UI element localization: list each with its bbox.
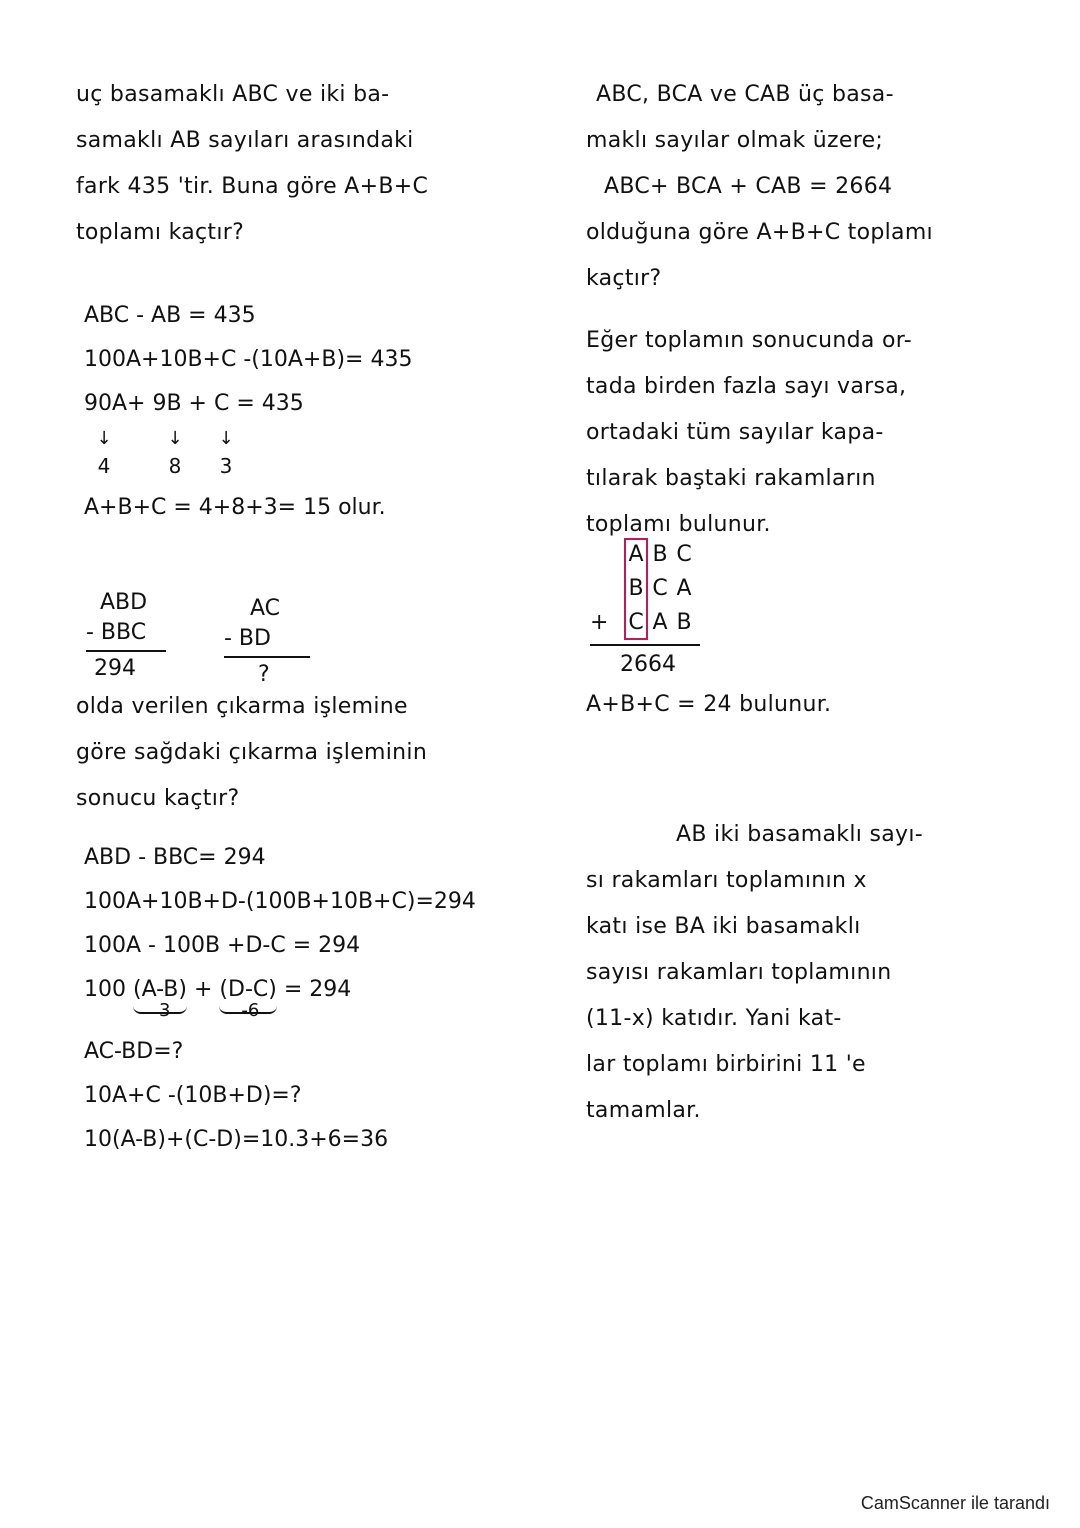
note: [586, 812, 1006, 1134]
subtraction-1-rule: [86, 650, 166, 652]
solution-1-equation: ABC - AB = 435: [84, 303, 256, 328]
problem-3-line: ABC+ BCA + CAB = 2664: [604, 174, 893, 199]
addition-row: [590, 572, 710, 606]
problem-3-line: kaçtır?: [586, 266, 662, 291]
note-line: lar toplamı birbirini 11 'e: [586, 1052, 866, 1077]
explanation-line: tılarak baştaki rakamların: [586, 466, 876, 491]
subtraction-2-rule: [224, 656, 310, 658]
scanner-watermark: CamScanner ile tarandı: [860, 1493, 1050, 1513]
subtraction-1-top: ABD: [100, 590, 148, 615]
problem-1-line: toplamı kaçtır?: [76, 220, 245, 245]
solution-2-braced-equation: [84, 968, 524, 1030]
addition-result: 2664: [620, 652, 676, 677]
solution-2-equation: AC-BD=?: [84, 1039, 184, 1064]
result-3-line: A+B+C = 24 bulunur.: [586, 692, 832, 717]
note-line: AB iki basamaklı sayı-: [676, 822, 923, 847]
problem-2-line: olda verilen çıkarma işlemine: [76, 694, 408, 719]
solution-2-equation: 10(A-B)+(C-D)=10.3+6=36: [84, 1127, 389, 1152]
solution-1-equation: 100A+10B+C -(10A+B)= 435: [84, 347, 413, 372]
solution-2-equation: 10A+C -(10B+D)=?: [84, 1083, 302, 1108]
subtraction-2-bottom: - BD: [224, 626, 271, 651]
eq4-suffix: = 294: [283, 977, 352, 1002]
problem-3: [586, 72, 1006, 302]
addition-digit: A: [628, 542, 644, 567]
note-line: sı rakamları toplamının x: [586, 868, 867, 893]
subtraction-2-top: AC: [250, 596, 281, 621]
subtraction-1: [86, 588, 166, 684]
eq4-prefix: 100: [84, 977, 126, 1002]
problem-2-line: göre sağdaki çıkarma işleminin: [76, 740, 428, 765]
solution-2-equation: ABD - BBC= 294: [84, 845, 266, 870]
solution-1-result: A+B+C = 4+8+3= 15 olur.: [84, 495, 386, 520]
note-line: (11-x) katıdır. Yani kat-: [586, 1006, 842, 1031]
underbrace-1: [133, 968, 187, 1021]
explanation: [586, 318, 1006, 548]
underbrace-2: [219, 968, 277, 1021]
addition-digit: B: [676, 610, 692, 635]
addition-row: [590, 606, 710, 640]
problem-3-line: ABC, BCA ve CAB üç basa-: [596, 82, 894, 107]
eq4-brace-2: (D-C): [219, 977, 277, 1002]
solution-2-equation: 100A+10B+D-(100B+10B+C)=294: [84, 889, 476, 914]
explanation-line: Eğer toplamın sonucunda or-: [586, 328, 912, 353]
note-line: tamamlar.: [586, 1098, 701, 1123]
explanation-line: ortadaki tüm sayılar kapa-: [586, 420, 884, 445]
note-line: katı ise BA iki basamaklı: [586, 914, 861, 939]
addition-row: [590, 538, 710, 572]
problem-3-line: olduğuna göre A+B+C toplamı: [586, 220, 933, 245]
problem-1-line: uç basamaklı ABC ve iki ba-: [76, 82, 390, 107]
down-arrows: [84, 426, 524, 452]
result-3: [586, 682, 1006, 728]
problem-1-line: fark 435 'tir. Buna göre A+B+C: [76, 174, 429, 199]
solution-1: [84, 294, 524, 530]
down-arrow-icon: ↓: [96, 428, 112, 449]
solution-1-equation: 90A+ 9B + C = 435: [84, 391, 304, 416]
brace-1-value: 3: [159, 1000, 171, 1021]
eq4-brace-1: (A-B): [133, 977, 187, 1002]
note-line: sayısı rakamları toplamının: [586, 960, 892, 985]
problem-2-text: [76, 684, 516, 822]
problem-1-line: samaklı AB sayıları arasındaki: [76, 128, 414, 153]
digit-value: 4: [97, 454, 111, 478]
problem-1: [76, 72, 516, 256]
eq4-plus: +: [193, 977, 213, 1002]
addition-digit: C: [676, 542, 692, 567]
problem-2-line: sonucu kaçtır?: [76, 786, 240, 811]
addition-digit: A: [652, 610, 668, 635]
addition-digit: B: [652, 542, 668, 567]
digit-value: 8: [168, 454, 182, 478]
problem-3-line: maklı sayılar olmak üzere;: [586, 128, 884, 153]
plus-sign: +: [590, 610, 609, 635]
brace-2-value: -6: [241, 1000, 260, 1021]
down-arrow-icon: ↓: [167, 428, 183, 449]
first-column-highlight-box: [624, 538, 648, 640]
solution-2-equation: 100A - 100B +D-C = 294: [84, 933, 361, 958]
solution-2: [84, 836, 524, 1162]
subtraction-1-result: 294: [94, 656, 136, 681]
digit-values: [84, 452, 524, 480]
explanation-line: tada birden fazla sayı varsa,: [586, 374, 907, 399]
addition-digit: C: [652, 576, 668, 601]
addition-digit: B: [628, 576, 644, 601]
subtraction-2: [224, 594, 310, 690]
subtraction-1-bottom: - BBC: [86, 620, 147, 645]
addition-rule: [590, 644, 700, 646]
subtraction-2-result: ?: [258, 662, 270, 687]
digit-value: 3: [219, 454, 233, 478]
addition-work: [590, 538, 710, 688]
explanation-line: toplamı bulunur.: [586, 512, 771, 537]
addition-digit: A: [676, 576, 692, 601]
down-arrow-icon: ↓: [218, 428, 234, 449]
addition-digit: C: [628, 610, 644, 635]
